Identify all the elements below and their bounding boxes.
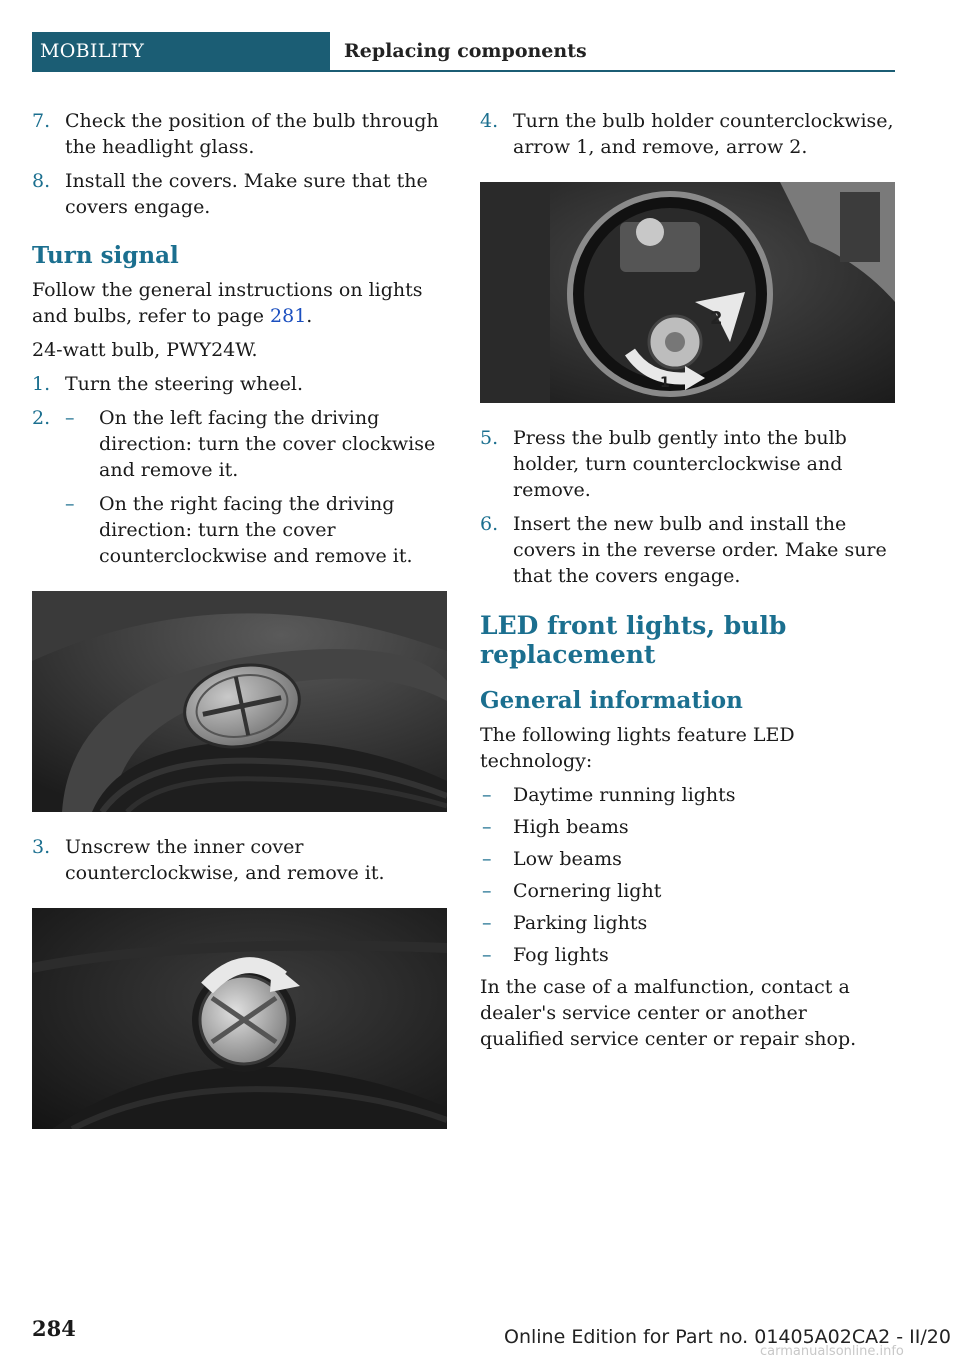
sub-text: On the left facing the driving direction: turn the cover clockwise and remove it. — [99, 407, 436, 481]
step-3 — [32, 834, 447, 886]
intro-text: Follow the general instructions on lights and bulbs, refer to page — [32, 279, 423, 327]
list-item — [480, 814, 895, 840]
edition-note: Online Edition for Part no. 01405A02CA2 - II/20 — [504, 1326, 951, 1348]
intro-end: . — [306, 305, 313, 327]
step-7 — [32, 108, 447, 160]
list-item-text: Fog lights — [513, 944, 609, 966]
list-item — [480, 782, 895, 808]
left-column — [32, 108, 447, 1151]
dash-bullet: – — [482, 816, 492, 838]
step-2 — [32, 405, 447, 569]
list-item — [480, 878, 895, 904]
list-item — [480, 910, 895, 936]
list-item-text: Low beams — [513, 848, 622, 870]
list-item — [480, 942, 895, 968]
bulb-spec: 24-watt bulb, PWY24W. — [32, 339, 258, 361]
step-2-option-left — [65, 405, 447, 483]
step-number: 3. — [32, 836, 51, 858]
list-item — [480, 846, 895, 872]
dash-bullet: – — [482, 784, 492, 806]
arrow-label-1: 1 — [660, 375, 670, 391]
general-intro: The following lights feature LED technology: — [480, 724, 795, 772]
step-text: Insert the new bulb and install the covers in the reverse order. Make sure that the covers engage. — [513, 513, 887, 587]
list-item-text: Parking lights — [513, 912, 648, 934]
step-number: 8. — [32, 170, 51, 192]
sub-text: On the right facing the driving direction: turn the cover counterclockwise and remove it. — [99, 493, 413, 567]
turn-signal-intro — [32, 277, 447, 329]
page-number: 284 — [32, 1316, 76, 1341]
dash-bullet: – — [65, 407, 75, 429]
step-2-option-right — [65, 491, 447, 569]
list-item-text: High beams — [513, 816, 629, 838]
right-column — [480, 108, 895, 1060]
dash-bullet: – — [482, 944, 492, 966]
step-1 — [32, 371, 447, 397]
step-8 — [32, 168, 447, 220]
list-item-text: Cornering light — [513, 880, 662, 902]
page-link[interactable]: 281 — [270, 305, 307, 327]
dash-bullet: – — [482, 880, 492, 902]
step-text: Turn the steering wheel. — [65, 373, 304, 395]
step-5 — [480, 425, 895, 503]
step-number: 7. — [32, 110, 51, 132]
step-6 — [480, 511, 895, 589]
chapter-title: Replacing components — [344, 40, 587, 62]
step-text: Unscrew the inner cover counterclockwise, and remove it. — [65, 836, 385, 884]
step-number: 2. — [32, 407, 51, 429]
dash-bullet: – — [65, 493, 75, 515]
list-item-text: Daytime running lights — [513, 784, 736, 806]
dash-bullet: – — [482, 912, 492, 934]
page-header — [32, 32, 895, 72]
step-4 — [480, 108, 895, 160]
dash-bullet: – — [482, 848, 492, 870]
section-tab: MOBILITY — [32, 32, 330, 70]
inner-cover-photo — [32, 908, 447, 1129]
step-text: Turn the bulb holder counterclockwise, arrow 1, and remove, arrow 2. — [513, 110, 894, 158]
malfunction-note: In the case of a malfunction, contact a dealer's service center or another qualified service center or repair shop. — [480, 976, 857, 1050]
step-number: 4. — [480, 110, 499, 132]
watermark: carmanualsonline.info — [760, 1344, 904, 1359]
general-info-heading: General information — [480, 687, 743, 714]
step-text: Install the covers. Make sure that the covers engage. — [65, 170, 428, 218]
led-heading: LED front lights, bulb replacement — [480, 611, 787, 669]
step-text: Press the bulb gently into the bulb holder, turn counterclockwise and remove. — [513, 427, 847, 501]
turn-signal-heading: Turn signal — [32, 242, 179, 269]
bulb-holder-photo — [480, 182, 895, 403]
led-light-list — [480, 782, 895, 968]
step-number: 1. — [32, 373, 51, 395]
step-number: 5. — [480, 427, 499, 449]
step-text: Check the position of the bulb through the headlight glass. — [65, 110, 439, 158]
arrow-label-2: 2 — [710, 308, 723, 329]
turn-signal-cover-photo — [32, 591, 447, 812]
step-number: 6. — [480, 513, 499, 535]
